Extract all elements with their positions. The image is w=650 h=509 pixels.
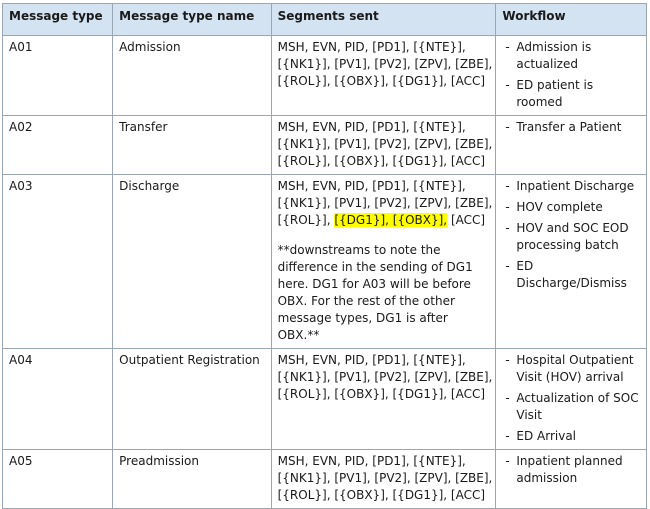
header-message-type: Message type — [3, 4, 113, 36]
bullet-dash: - — [505, 429, 510, 443]
workflow-item — [502, 352, 640, 386]
workflow-text: ED patient is roomed — [516, 78, 594, 109]
workflow-text: Inpatient planned admission — [516, 454, 623, 485]
message-type-cell: A01 — [3, 36, 113, 116]
segments-line: [{ROL}], [{OBX}], [{DG1}], [ACC] — [277, 488, 486, 502]
bullet-dash: - — [505, 40, 510, 54]
workflow-text: Hospital Outpatient Visit (HOV) arrival — [516, 353, 634, 384]
bullet-dash: - — [505, 391, 510, 405]
segments-line: MSH, EVN, PID, [PD1], [{NTE}], — [277, 454, 466, 468]
segments-line: MSH, EVN, PID, [PD1], [{NTE}], — [277, 353, 466, 367]
highlighted-segments: [{DG1}], [{OBX}], — [334, 213, 448, 227]
workflow-text: Actualization of SOC Visit — [516, 391, 639, 422]
segments-suffix: [ACC] — [447, 213, 486, 227]
message-name-cell: Admission — [113, 36, 271, 116]
workflow-item — [502, 119, 640, 136]
segments-cell — [271, 116, 496, 175]
workflow-text: HOV complete — [516, 200, 603, 214]
segments-line — [278, 212, 490, 229]
bullet-dash: - — [505, 454, 510, 468]
segments-line: MSH, EVN, PID, [PD1], [{NTE}], — [277, 179, 466, 193]
workflow-item — [502, 220, 640, 254]
message-name-cell: Discharge — [113, 175, 271, 349]
workflow-list — [502, 178, 640, 292]
workflow-cell — [496, 36, 647, 116]
bullet-dash: - — [505, 78, 510, 92]
segments-line: [{ROL}], [{OBX}], [{DG1}], [ACC] — [277, 387, 486, 401]
workflow-list — [502, 352, 640, 445]
message-name-cell: Transfer — [113, 116, 271, 175]
segments-line: [{NK1}], [PV1], [PV2], [ZPV], [ZBE], — [277, 196, 493, 210]
message-name-cell: Preadmission — [113, 450, 271, 509]
workflow-item — [502, 39, 640, 73]
workflow-cell — [496, 116, 647, 175]
table-row — [3, 116, 647, 175]
table-row — [3, 450, 647, 509]
workflow-list — [502, 119, 640, 136]
workflow-cell — [496, 175, 647, 349]
workflow-item — [502, 77, 640, 111]
message-type-cell: A03 — [3, 175, 113, 349]
workflow-text: HOV and SOC EOD processing batch — [516, 221, 629, 252]
workflow-cell — [496, 349, 647, 450]
table-row — [3, 36, 647, 116]
table-row — [3, 349, 647, 450]
segments-cell — [271, 450, 496, 509]
header-message-type-name: Message type name — [113, 4, 271, 36]
bullet-dash: - — [505, 221, 510, 235]
workflow-text: ED Arrival — [516, 429, 577, 443]
table-row — [3, 175, 647, 349]
bullet-dash: - — [505, 353, 510, 367]
workflow-item — [502, 178, 640, 195]
segments-line: [{NK1}], [PV1], [PV2], [ZPV], [ZBE], — [277, 370, 493, 384]
segments-line: MSH, EVN, PID, [PD1], [{NTE}], — [277, 120, 466, 134]
segments-line: [{ROL}], [{OBX}], [{DG1}], [ACC] — [277, 154, 486, 168]
header-row — [3, 4, 647, 36]
workflow-list — [502, 39, 640, 111]
segments-line: [{NK1}], [PV1], [PV2], [ZPV], [ZBE], — [277, 57, 493, 71]
segments-cell — [271, 36, 496, 116]
header-segments-sent: Segments sent — [271, 4, 496, 36]
segments-line: MSH, EVN, PID, [PD1], [{NTE}], — [277, 40, 466, 54]
segments-line: [{NK1}], [PV1], [PV2], [ZPV], [ZBE], — [277, 137, 493, 151]
workflow-list — [502, 453, 640, 487]
downstream-note: **downstreams to note the difference in the sending of DG1 here. DG1 for A03 will be before OBX. For the rest of the other message types, DG1 is after OBX.** — [277, 243, 473, 342]
workflow-text: Transfer a Patient — [516, 120, 622, 134]
message-types-table — [2, 3, 647, 509]
workflow-cell — [496, 450, 647, 509]
workflow-text: Inpatient Discharge — [516, 179, 635, 193]
workflow-text: Admission is actualized — [516, 40, 592, 71]
workflow-text: ED Discharge/Dismiss — [516, 259, 627, 290]
message-name-cell: Outpatient Registration — [113, 349, 271, 450]
message-type-cell: A04 — [3, 349, 113, 450]
message-type-cell: A05 — [3, 450, 113, 509]
header-workflow: Workflow — [496, 4, 647, 36]
bullet-dash: - — [505, 200, 510, 214]
segments-cell — [271, 349, 496, 450]
workflow-item — [502, 199, 640, 216]
workflow-item — [502, 258, 640, 292]
bullet-dash: - — [505, 179, 510, 193]
bullet-dash: - — [505, 259, 510, 273]
workflow-item — [502, 390, 640, 424]
bullet-dash: - — [505, 120, 510, 134]
message-type-cell: A02 — [3, 116, 113, 175]
segments-prefix: [{ROL}], — [277, 213, 335, 227]
segments-line: [{NK1}], [PV1], [PV2], [ZPV], [ZBE], — [277, 471, 493, 485]
workflow-item — [502, 453, 640, 487]
workflow-item — [502, 428, 640, 445]
segments-cell — [271, 175, 496, 349]
segments-line: [{ROL}], [{OBX}], [{DG1}], [ACC] — [277, 74, 486, 88]
